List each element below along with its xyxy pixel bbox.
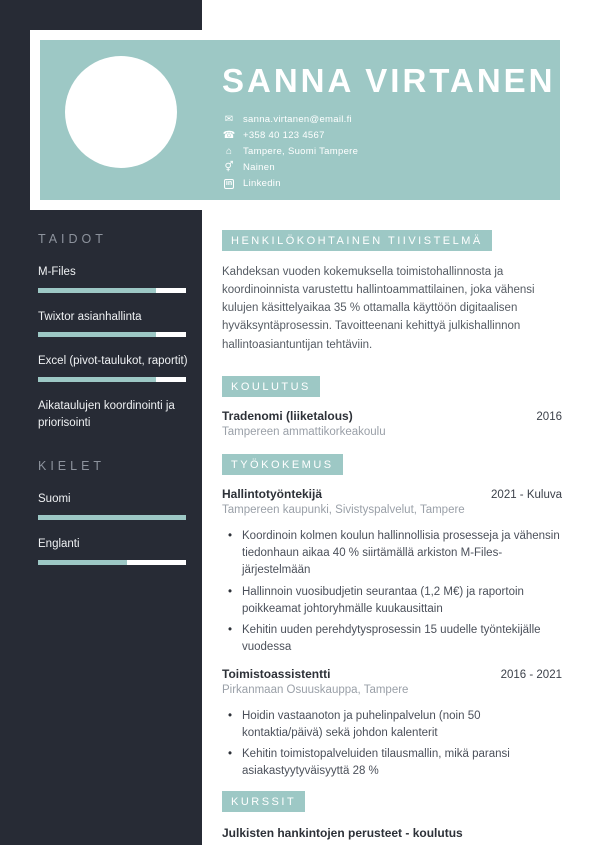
contact-text: Tampere, Suomi Tampere (243, 146, 359, 157)
courses-section (222, 791, 562, 842)
job-company: Tampereen kaupunki, Sivistyspalvelut, Tampere (222, 503, 465, 516)
contact-text: Linkedin (243, 178, 281, 189)
skill-label: Aikataulujen koordinointi ja priorisointi (38, 400, 175, 429)
summary-text: Kahdeksan vuoden kokemuksella toimistohallinnosta ja koordinoinnista varustettu hallintoammattilainen, joka vähensi kulujen käsittelyaikaa 35 % ottamalla käyttöön digitaalisen hyväksyntäprosessin. Tavoitteenani kehittyä julkishallinnon hallintoasiantuntijan tehtäviin. (222, 266, 535, 351)
header-frame (30, 30, 570, 210)
education-section-title: KOULUTUS (222, 376, 320, 397)
job-entry (222, 667, 562, 781)
experience-section (222, 454, 562, 781)
skills-list (38, 264, 188, 431)
job-bullet: • Koordinoin kolmen koulun hallinnollisia prosesseja ja vähensin tiedonhaun aikaa 40 % siirtämällä arkiston M-Files-järjestelmään (228, 528, 562, 580)
experience-section-title: TYÖKOKEMUS (222, 454, 343, 475)
job-bullet: • Kehitin uuden perehdytysprosessin 15 uudelle työntekijälle vuodessa (228, 622, 562, 657)
linkedin-icon: in (225, 180, 233, 187)
gender-icon: ⚥ (224, 161, 234, 173)
contact-row (222, 130, 552, 141)
header-band (40, 40, 560, 200)
skill-bar-fill (38, 560, 127, 565)
skill-label: M-Files (38, 266, 76, 278)
education-section (222, 376, 562, 438)
skill-bar-fill (38, 332, 156, 337)
skill-label: Suomi (38, 493, 71, 506)
languages-list (38, 491, 188, 564)
main-column (222, 230, 562, 848)
job-entry (222, 487, 562, 657)
skill-bar-track (38, 377, 186, 382)
job-title: Hallintotyöntekijä (222, 486, 323, 501)
skill-label: Englanti (38, 538, 80, 551)
job-bullet: • Hoidin vastaanoton ja puhelinpalvelun (noin 50 kontaktia/päivä) sekä johdon kalenterit (228, 708, 562, 743)
header-text (222, 62, 556, 194)
person-name: SANNA VIRTANEN (222, 62, 556, 99)
degree-title: Tradenomi (liiketalous) (222, 408, 353, 423)
skill-label: Twixtor asianhallinta (38, 310, 142, 323)
languages-section-title: KIELET (38, 459, 106, 474)
courses-section-title: KURSSIT (222, 791, 305, 812)
skill-bar-track (38, 332, 186, 337)
skill-item (38, 353, 188, 382)
skill-item (38, 491, 188, 520)
course-item: Julkisten hankintojen perusteet - koulutus (222, 825, 463, 840)
job-bullet-list (228, 708, 562, 781)
contact-list (222, 114, 552, 189)
contact-row (222, 162, 552, 173)
skill-bar-fill (38, 377, 156, 382)
home-icon: ⌂ (225, 145, 233, 157)
job-company: Pirkanmaan Osuuskauppa, Tampere (222, 683, 409, 696)
email-icon: ✉ (224, 113, 234, 125)
skill-bar-track (38, 515, 186, 520)
job-bullet-list (228, 528, 562, 657)
summary-section-title: HENKILÖKOHTAINEN TIIVISTELMÄ (222, 230, 492, 251)
sidebar-content (38, 232, 188, 581)
skill-label: Excel (pivot-taulukot, raportit) (38, 355, 188, 368)
contact-row (222, 146, 552, 157)
skill-bar-track (38, 560, 186, 565)
job-bullet: • Kehitin toimistopalveluiden tilausmallin, mikä paransi asiakastyytyväisyyttä 28 % (228, 746, 562, 781)
contact-text: Nainen (243, 162, 275, 173)
education-date: 2016 (536, 410, 562, 423)
education-list (222, 409, 562, 438)
skill-bar-fill (38, 288, 156, 293)
education-item (222, 409, 562, 438)
contact-text: sanna.virtanen@email.fi (243, 114, 352, 125)
contact-row (222, 178, 552, 189)
skill-bar-track (38, 288, 186, 293)
job-date: 2021 - Kuluva (491, 488, 562, 501)
profile-photo-placeholder (65, 56, 177, 168)
skill-item (38, 398, 188, 431)
job-title: Toimistoassistentti (222, 666, 331, 681)
skills-section-title: TAIDOT (38, 232, 107, 246)
courses-list (222, 824, 562, 842)
school-name: Tampereen ammattikorkeakoulu (222, 425, 386, 438)
contact-text: +358 40 123 4567 (243, 130, 325, 141)
jobs-list (222, 487, 562, 781)
skill-item (38, 264, 188, 293)
skill-bar-fill (38, 515, 186, 520)
skill-item (38, 309, 188, 338)
job-date: 2016 - 2021 (500, 668, 562, 681)
contact-row (222, 114, 552, 125)
phone-icon: ☎ (222, 129, 236, 141)
skill-item (38, 536, 188, 565)
job-bullet: • Hallinnoin vuosibudjetin seurantaa (1,2 M€) ja raportoin poikkeamat johtoryhmälle kuukausittain (228, 584, 562, 619)
summary-section (222, 230, 562, 354)
